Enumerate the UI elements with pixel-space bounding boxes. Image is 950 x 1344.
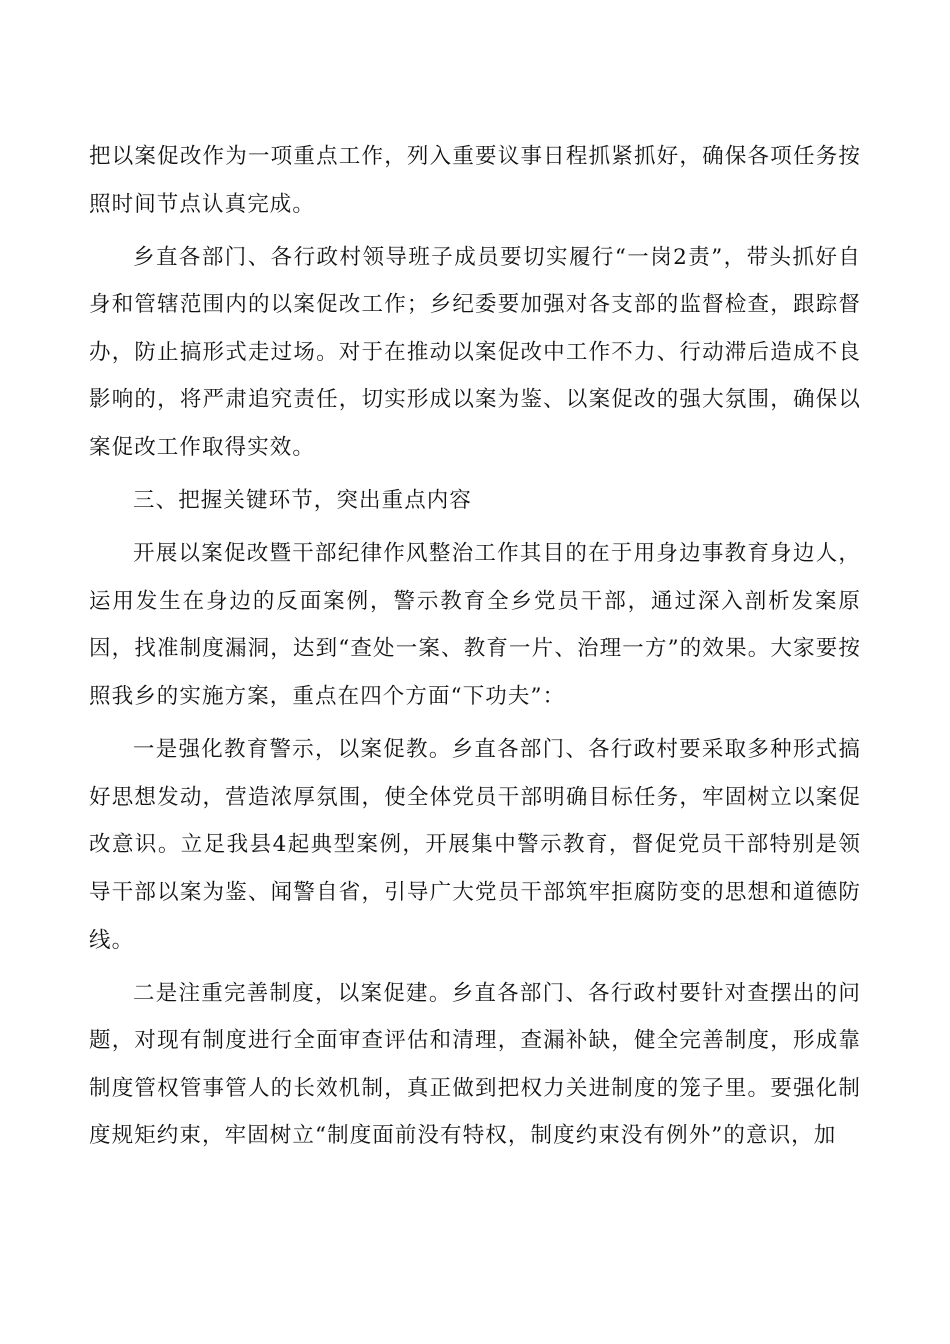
section-heading-three: 三、把握关键环节，突出重点内容 (133, 488, 473, 514)
paragraph-point-two: 二是注重完善制度，以案促建。乡直各部门、各行政村要针对查摆出的问题，对现有制度进行全面审查评估和清理，查漏补缺，健全完善制度，形成靠制度管权管事管人的长效机制，真正做到把权力关进制度的笼子里。要强化制度规矩约束，牢固树立“制度面前没有特权，制度约束没有例外”的意识，加 (89, 980, 861, 1149)
paragraph-responsibility: 乡直各部门、各行政村领导班子成员要切实履行“一岗2责”，带头抓好自身和管辖范围内的以案促改工作；乡纪委要加强对各支部的监督检查，跟踪督办，防止搞形式走过场。对于在推动以案促改中工作不力、行动滞后造成不良影响的，将严肃追究责任，切实形成以案为鉴、以案促改的强大氛围，确保以案促改工作取得实效。 (89, 244, 861, 461)
document-body (89, 133, 861, 1165)
paragraph-point-one: 一是强化教育警示，以案促教。乡直各部门、各行政村要采取多种形式搞好思想发动，营造浓厚氛围，使全体党员干部明确目标任务，牢固树立以案促改意识。立足我县4起典型案例，开展集中警示教育，督促党员干部特别是领导干部以案为鉴、闻警自省，引导广大党员干部筑牢拒腐防变的思想和道德防线。 (89, 737, 861, 953)
paragraph-continuation: 把以案促改作为一项重点工作，列入重要议事日程抓紧抓好，确保各项任务按照时间节点认真完成。 (89, 144, 861, 217)
paragraph-purpose: 开展以案促改暨干部纪律作风整治工作其目的在于用身边事教育身边人，运用发生在身边的反面案例，警示教育全乡党员干部，通过深入剖析发案原因，找准制度漏洞，达到“查处一案、教育一片、治理一方”的效果。大家要按照我乡的实施方案，重点在四个方面“下功夫”： (89, 541, 861, 710)
